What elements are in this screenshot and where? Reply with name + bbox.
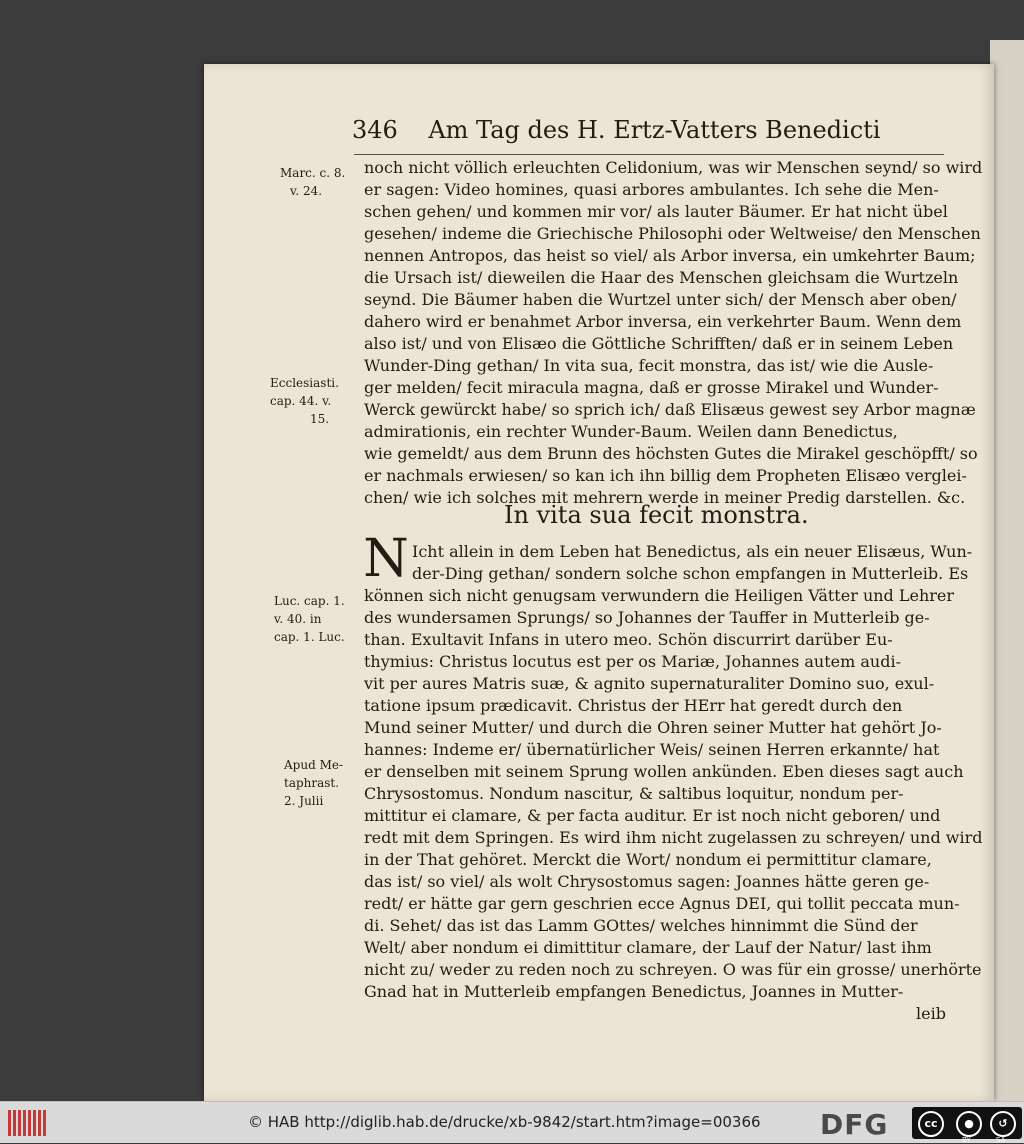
cc-license-badge[interactable] — [912, 1107, 1022, 1144]
page-number: 346 — [352, 116, 398, 144]
text-line: chen/ wie ich solches mit mehrern werde in meiner Predig darstellen. &c. — [364, 488, 966, 507]
text-line: than. Exultavit Infans in utero meo. Schön discurrirt darüber Eu- — [364, 630, 893, 649]
margin-note-line: v. 40. in — [274, 612, 322, 626]
margin-note — [284, 756, 343, 810]
margin-note-line: 2. Julii — [284, 794, 324, 808]
text-line: mittitur ei clamare, & per facta auditur. Er ist noch nicht geboren/ und — [364, 806, 941, 825]
text-line: redt mit dem Springen. Es wird ihm nicht zugelassen zu schreyen/ und wird — [364, 828, 983, 847]
text-line: hannes: Indeme er/ übernatürlicher Weis/ seinen Herren erkannte/ hat — [364, 740, 940, 759]
running-head-title: Am Tag des H. Ertz-Vatters Benedicti — [428, 116, 881, 144]
margin-note-line: Ecclesiasti. — [270, 376, 339, 390]
text-line: di. Sehet/ das ist das Lamm GOttes/ welches hinnimmt die Sünd der — [364, 916, 918, 935]
sa-label: SA — [996, 1136, 1006, 1144]
cc-icon: cc — [918, 1111, 944, 1137]
text-line: tatione ipsum prædicavit. Christus der HErr hat geredt durch den — [364, 696, 903, 715]
text-line: können sich nicht genugsam verwundern die Heiligen Vätter und Lehrer — [364, 586, 955, 605]
text-line: nennen Antropos, das heist so viel/ als Arbor inversa, ein umkehrter Baum; — [364, 246, 976, 265]
margin-note-line: cap. 44. v. — [270, 394, 332, 408]
margin-note-line: Luc. cap. 1. — [274, 594, 345, 608]
footer-bar — [0, 1101, 1024, 1143]
margin-note-line: 15. — [310, 412, 330, 426]
text-line: Chrysostomus. Nondum nascitur, & saltibus loquitur, nondum per- — [364, 784, 904, 803]
margin-note — [270, 374, 339, 428]
margin-note-line: v. 24. — [290, 184, 323, 198]
text-line: er denselben mit seinem Sprung wollen ankünden. Eben dieses sagt auch — [364, 762, 964, 781]
text-line: Mund seiner Mutter/ und durch die Ohren seiner Mutter hat gehört Jo- — [364, 718, 942, 737]
text-line: admirationis, ein rechter Wunder-Baum. Weilen dann Benedictus, — [364, 422, 898, 441]
text-line: Wunder-Ding gethan/ In vita sua, fecit monstra, das ist/ wie die Ausle- — [364, 356, 934, 375]
text-line: ger melden/ fecit miracula magna, daß er grosse Mirakel und Wunder- — [364, 378, 939, 397]
book-page — [204, 64, 994, 1101]
text-line: thymius: Christus locutus est per os Mariæ, Johannes autem audi- — [364, 652, 901, 671]
catchword: leib — [916, 1004, 946, 1023]
text-line: nicht zu/ weder zu reden noch zu schreyen. O was für ein grosse/ unerhörte — [364, 960, 982, 979]
hab-logo-icon[interactable] — [8, 1110, 48, 1136]
text-line: schen gehen/ und kommen mir vor/ als lauter Bäumer. Er hat nicht übel — [364, 202, 948, 221]
section-title: In vita sua fecit monstra. — [504, 501, 809, 529]
margin-note — [274, 592, 345, 646]
text-line: seynd. Die Bäumer haben die Wurtzel unter sich/ der Mensch aber oben/ — [364, 290, 957, 309]
text-line: das ist/ so viel/ als wolt Chrysostomus sagen: Joannes hätte geren ge- — [364, 872, 930, 891]
text-line: Icht allein in dem Leben hat Benedictus, als ein neuer Elisæus, Wun- — [412, 542, 973, 561]
text-line: gesehen/ indeme die Griechische Philosophi oder Weltweise/ den Menschen — [364, 224, 981, 243]
margin-note-line: cap. 1. Luc. — [274, 630, 345, 644]
text-line: wie gemeldt/ aus dem Brunn des höchsten Gutes die Mirakel geschöpfft/ so — [364, 444, 978, 463]
running-head — [352, 116, 880, 144]
text-line: Werck gewürckt habe/ so sprich ich/ daß Elisæus gewest sey Arbor magnæ — [364, 400, 976, 419]
text-line: also ist/ und von Elisæo die Göttliche Schrifften/ daß er in seinem Leben — [364, 334, 954, 353]
margin-note — [280, 164, 345, 200]
text-line: redt/ er hätte gar gern geschrien ecce Agnus DEI, qui tollit peccata mun- — [364, 894, 960, 913]
text-line: dahero wird er benahmet Arbor inversa, ein verkehrter Baum. Wenn dem — [364, 312, 962, 331]
text-line: vit per aures Matris suæ, & agnito supernaturaliter Domino suo, exul- — [364, 674, 935, 693]
text-line: er sagen: Video homines, quasi arbores ambulantes. Ich sehe die Men- — [364, 180, 939, 199]
margin-note-line: taphrast. — [284, 776, 340, 790]
sa-share-icon: ↺ — [990, 1111, 1016, 1137]
text-line: Gnad hat in Mutterleib empfangen Benedictus, Joannes in Mutter- — [364, 982, 904, 1001]
text-line: noch nicht völlich erleuchten Celidonium, was wir Menschen seynd/ so wird — [364, 158, 983, 177]
text-line: die Ursach ist/ dieweilen die Haar des Menschen gleichsam die Wurtzeln — [364, 268, 959, 287]
dfg-logo[interactable]: DFG — [820, 1108, 889, 1141]
text-line: des wundersamen Sprungs/ so Johannes der Tauffer in Mutterleib ge- — [364, 608, 930, 627]
by-person-icon: ● — [956, 1111, 982, 1137]
header-rule — [354, 154, 944, 155]
margin-note-line: Apud Me- — [284, 758, 344, 772]
text-line: Welt/ aber nondum ei dimittitur clamare, der Lauf der Natur/ last ihm — [364, 938, 932, 957]
margin-note-line: Marc. c. 8. — [280, 166, 346, 180]
adjacent-page-edge — [990, 40, 1024, 1101]
text-line: er nachmals erwiesen/ so kan ich ihn billig dem Propheten Elisæo verglei- — [364, 466, 967, 485]
text-line: in der That gehöret. Merckt die Wort/ nondum ei permittitur clamare, — [364, 850, 932, 869]
by-label: BY — [962, 1136, 971, 1144]
copyright-link[interactable]: © HAB http://diglib.hab.de/drucke/xb-9842/start.htm?image=00366 — [248, 1113, 761, 1131]
text-line: der-Ding gethan/ sondern solche schon empfangen in Mutterleib. Es — [412, 564, 969, 583]
drop-cap: N — [363, 529, 409, 589]
